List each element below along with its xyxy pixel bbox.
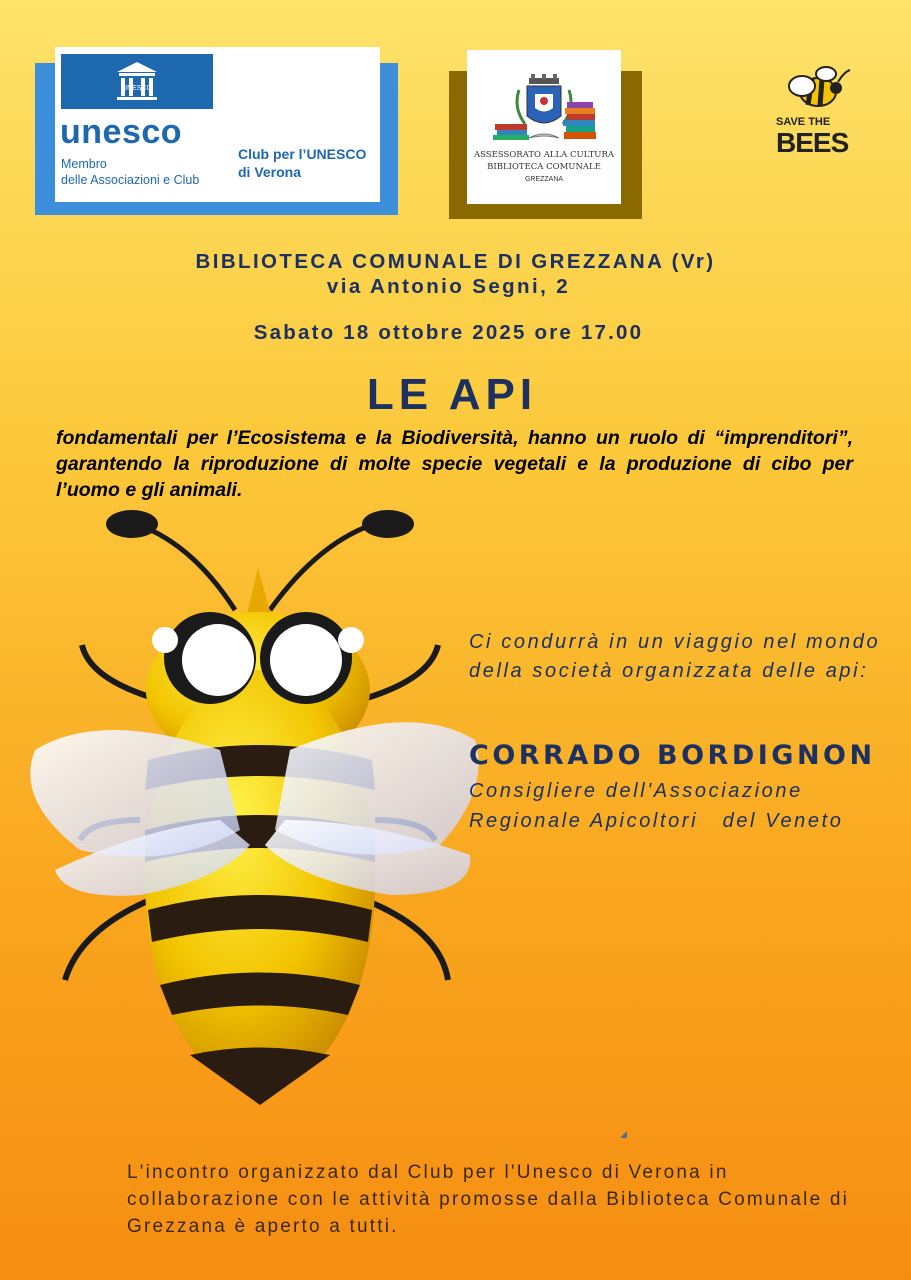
coat-of-arms-books-icon [467, 50, 621, 150]
unesco-club-line: di Verona [238, 164, 302, 180]
bee-illustration [20, 500, 500, 1120]
unesco-member-line: Membro [61, 157, 107, 171]
unesco-member-line: delle Associazioni e Club [61, 173, 200, 187]
speaker-name: CORRADO BORDIGNON [469, 740, 876, 771]
unesco-wordmark: unesco [60, 113, 183, 151]
save-the-bees-bottom: BEES [776, 127, 849, 158]
corner-marker-icon [620, 1131, 627, 1138]
unesco-temple-icon [61, 54, 213, 109]
venue-name: BIBLIOTECA COMUNALE DI GREZZANA (Vr) [195, 250, 716, 273]
biblioteca-logo-town: GREZZANA [524, 176, 564, 183]
biblioteca-logo-text [467, 149, 621, 173]
venue-address: via Antonio Segni, 2 [326, 275, 571, 298]
page-title: LE API [366, 370, 538, 419]
unesco-temple-caption: UNESCO [122, 85, 152, 92]
event-date: Sabato 18 ottobre 2025 ore 17.00 [253, 321, 644, 344]
bee-logo-icon [776, 60, 856, 120]
intro-paragraph: fondamentali per l’Ecosistema e la Biodiversità, hanno un ruolo di “imprenditori”, garantendo la riproduzione di molte specie vegetali e la produzione di cibo per l’uomo e gli animali. [56, 427, 853, 501]
speaker-role: Consigliere dell'Associazione Regionale Apicoltori del Veneto [469, 780, 844, 832]
journey-text: Ci condurrà in un viaggio nel mondo della società organizzata delle api: [469, 631, 881, 682]
biblioteca-logo-line: BIBLIOTECA COMUNALE [487, 162, 601, 172]
biblioteca-logo-line: ASSESSORATO ALLA CULTURA [474, 150, 614, 160]
unesco-member-text [61, 156, 221, 188]
unesco-club-line: Club per l’UNESCO [238, 146, 367, 162]
save-the-bees-top: SAVE THE [776, 116, 831, 128]
unesco-club-text [238, 145, 378, 181]
footer-note: L'incontro organizzato dal Club per l'Unesco di Verona in collaborazione con le attività promosse dalla Biblioteca Comunale di Grezzana è aperto a tutti. [127, 1162, 850, 1237]
